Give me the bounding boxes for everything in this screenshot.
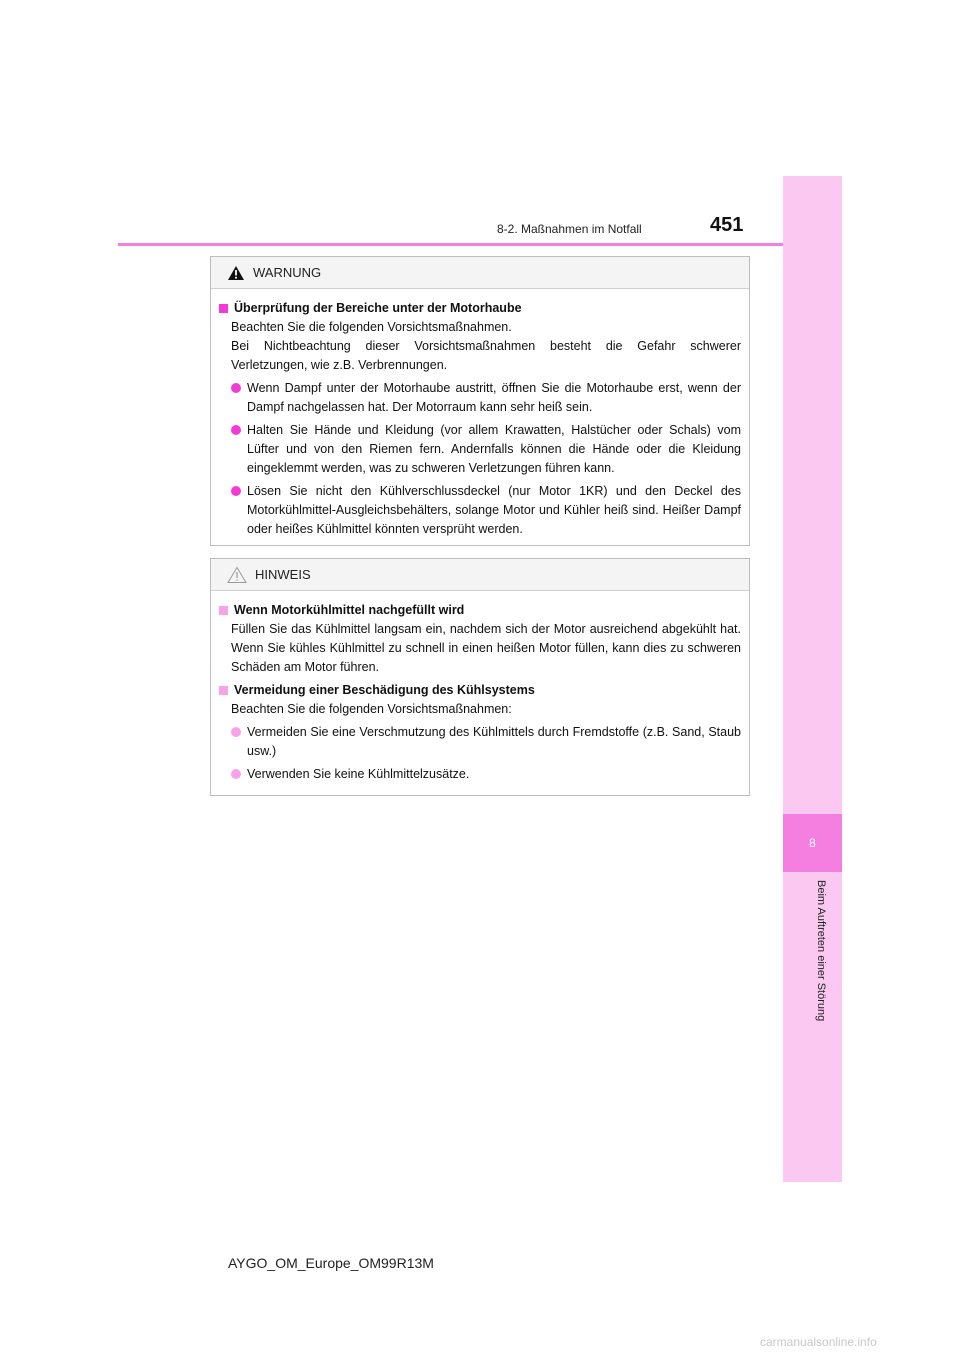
bullet-icon xyxy=(231,486,241,496)
warning-heading: Überprüfung der Bereiche unter der Motorhaube xyxy=(219,299,741,318)
chapter-label: Beim Auftreten einer Störung xyxy=(815,880,827,1022)
section-title: 8-2. Maßnahmen im Notfall xyxy=(497,222,642,236)
notice-text: Beachten Sie die folgenden Vorsichtsmaßnahmen: xyxy=(231,702,512,716)
document-code: AYGO_OM_Europe_OM99R13M xyxy=(228,1255,434,1271)
side-tab xyxy=(783,176,842,814)
list-item: Halten Sie Hände und Kleidung (vor allem Krawatten, Halstücher oder Schals) vom Lüfter und von den Riemen fern. Andernfalls können die Hände oder die Kleidung eingeklemmt werden, was zu schweren Verletzungen führen kann. xyxy=(231,421,741,478)
notice-box xyxy=(210,558,750,796)
square-bullet-icon xyxy=(219,304,228,313)
warning-box xyxy=(210,256,750,546)
notice-heading: Vermeidung einer Beschädigung des Kühlsystems xyxy=(219,681,741,700)
page-number: 451 xyxy=(710,214,744,236)
warning-title: WARNUNG xyxy=(253,265,322,280)
notice-text: Füllen Sie das Kühlmittel langsam ein, nachdem sich der Motor ausreichend abgekühlt hat. Wenn Sie kühles Kühlmittel zu schnell in einen heißen Motor füllen, kann dies zu schweren Schäden am Motor führen. xyxy=(231,622,741,674)
square-bullet-icon xyxy=(219,686,228,695)
warning-triangle-icon xyxy=(227,265,245,281)
watermark: carmanualsonline.info xyxy=(760,1335,877,1349)
warning-header xyxy=(211,257,749,289)
notice-heading: Wenn Motorkühlmittel nachgefüllt wird xyxy=(219,601,741,620)
list-item: Verwenden Sie keine Kühlmittelzusätze. xyxy=(231,765,741,784)
caution-triangle-icon xyxy=(227,566,247,584)
notice-title: HINWEIS xyxy=(255,567,311,582)
header-divider xyxy=(118,243,783,246)
bullet-icon xyxy=(231,769,241,779)
list-item: Vermeiden Sie eine Verschmutzung des Kühlmittels durch Fremdstoffe (z.B. Sand, Staub usw.) xyxy=(231,723,741,761)
bullet-icon xyxy=(231,425,241,435)
warning-text: Bei Nichtbeachtung dieser Vorsichtsmaßnahmen besteht die Gefahr schwerer Verletzungen, wie z.B. Verbrennungen. xyxy=(231,339,741,372)
warning-intro: Beachten Sie die folgenden Vorsichtsmaßnahmen. xyxy=(231,320,512,334)
square-bullet-icon xyxy=(219,606,228,615)
notice-header xyxy=(211,559,749,591)
list-item: Lösen Sie nicht den Kühlverschlussdeckel (nur Motor 1KR) und den Deckel des Motorkühlmittel-Ausgleichsbehälters, solange Motor und Kühler heiß sind. Heißer Dampf oder heißes Kühlmittel könnten versprüht werden. xyxy=(231,482,741,539)
bullet-icon xyxy=(231,383,241,393)
bullet-icon xyxy=(231,727,241,737)
chapter-number: 8 xyxy=(783,814,842,872)
list-item: Wenn Dampf unter der Motorhaube austritt, öffnen Sie die Motorhaube erst, wenn der Dampf nachgelassen hat. Der Motorraum kann sehr heiß sein. xyxy=(231,379,741,417)
